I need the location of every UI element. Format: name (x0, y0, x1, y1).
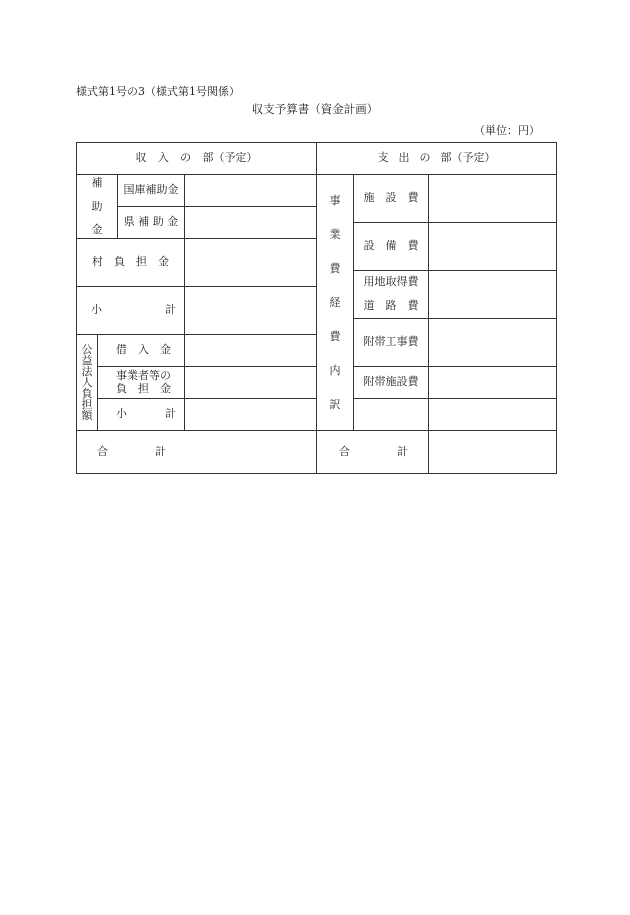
rule (428, 174, 429, 473)
char: 小 (116, 407, 127, 421)
income-header-char: の (180, 151, 192, 165)
char: 法 (81, 365, 93, 378)
income-header-char: 部（予定） (202, 151, 258, 165)
char: 経 (329, 295, 341, 309)
ancillary-facility-label: 附帯施設費 (363, 375, 419, 389)
unit-label: （単位：円） (474, 124, 540, 137)
char: 益 (81, 354, 93, 367)
char: 業 (329, 227, 341, 241)
char: 計 (165, 407, 176, 421)
char: 計 (165, 303, 176, 317)
facility-cost-label: 施 設 費 (363, 191, 419, 205)
char: 公 (81, 343, 93, 356)
expense-header-char: 部（予定） (440, 151, 496, 165)
subsidy-group-label (77, 175, 117, 238)
char: 事 (329, 193, 341, 207)
land-road-cost-label (354, 271, 428, 318)
document-title: 収支予算書（資金計画） (251, 102, 379, 116)
rule (184, 174, 185, 430)
char: 合 (339, 444, 350, 458)
rule (353, 398, 556, 399)
char: 補 (91, 176, 103, 189)
char: 金 (91, 223, 103, 236)
income-total-label (77, 431, 184, 473)
income-header (77, 143, 316, 174)
national-subsidy-label: 国庫補助金 (123, 183, 179, 197)
expense-header-char: 支 (377, 151, 389, 165)
expense-breakdown-label (317, 175, 353, 430)
operator-burden-line1: 事業者等の (116, 368, 171, 382)
corp-subtotal-label (98, 399, 184, 430)
expense-total-label (317, 431, 428, 473)
char: 費 (329, 330, 341, 344)
expense-header-char: 出 (398, 151, 410, 165)
char: 費 (329, 261, 341, 275)
char: 計 (155, 444, 166, 458)
ancillary-works-label: 附帯工事費 (363, 335, 419, 349)
operator-burden-label (98, 367, 184, 398)
expense-header (317, 143, 556, 174)
char: 負 (81, 387, 93, 400)
village-burden-label: 村 負 担 金 (92, 255, 169, 269)
char: 合 (97, 444, 108, 458)
road-cost-label: 道 路 費 (363, 298, 419, 312)
income-header-char: 収 (135, 151, 147, 165)
char: 担 (81, 398, 93, 411)
borrowing-label: 借 入 金 (116, 343, 171, 357)
char: 訳 (329, 398, 341, 412)
expense-header-char: の (419, 151, 431, 165)
form-number: 様式第1号の3（様式第1号関係） (76, 85, 240, 98)
prefecture-subsidy-label: 県 補 助 金 (123, 215, 179, 229)
subtotal-label (77, 287, 184, 334)
char: 内 (329, 364, 341, 378)
char: 小 (91, 303, 102, 317)
char: 額 (81, 409, 93, 422)
char: 人 (81, 376, 93, 389)
public-corp-burden-label (77, 335, 97, 430)
income-header-char: 入 (157, 151, 169, 165)
operator-burden-line2: 負 担 金 (116, 381, 171, 395)
budget-table (76, 142, 557, 474)
land-acquisition-label: 用地取得費 (363, 275, 419, 289)
equipment-cost-label: 設 備 費 (363, 239, 419, 253)
char: 計 (397, 444, 408, 458)
char: 助 (91, 199, 103, 213)
